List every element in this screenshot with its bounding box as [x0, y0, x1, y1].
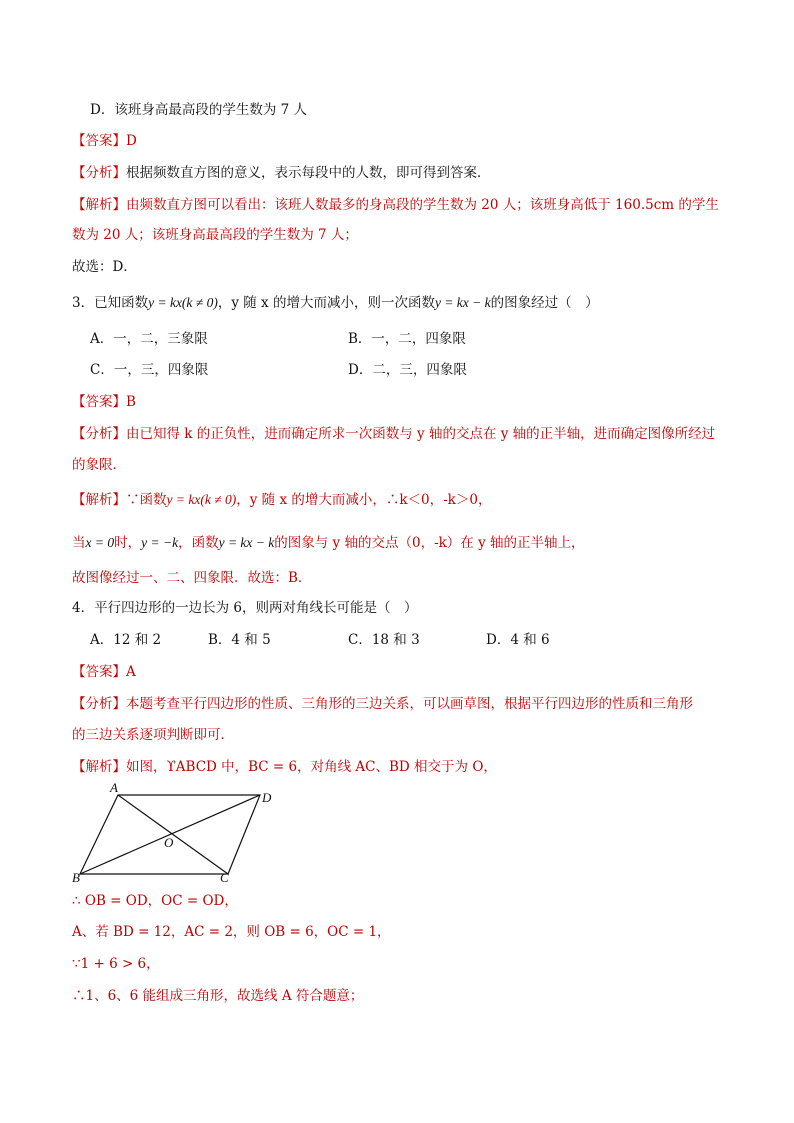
vertex-label-a: A	[110, 780, 118, 795]
solution-text-2: ，y 随 x 的增大而减小，∴k＜0，-k＞0，	[236, 492, 492, 508]
q2-conclusion: 故选：D．	[72, 259, 137, 275]
center-label-o: O	[164, 835, 174, 850]
q3-stem-text: 3．已知函数	[72, 295, 149, 311]
analysis-tag: 【分析】	[72, 426, 126, 442]
sol2-formula-1: x = 0	[85, 535, 115, 550]
q3-option-c: C．一，三，四象限	[90, 362, 209, 378]
solution-tag: 【解析】	[72, 759, 126, 775]
q3-option-d: D．二，三，四象限	[348, 362, 467, 378]
q4-step4: ∴1、6、6 能组成三角形，故选线 A 符合题意；	[72, 988, 364, 1004]
q2-solution-line1	[72, 195, 719, 215]
q3-conclusion: 故图像经过一、二、四象限．故选：B．	[72, 570, 312, 586]
analysis-text: 根据频数直方图的意义，表示每段中的人数，即可得到答案．	[126, 165, 491, 181]
q3-stem-text-2: ，y 随 x 的增大而减小，则一次函数	[217, 295, 435, 311]
q3-analysis-line1	[72, 424, 715, 444]
solution-formula: y = kx(k ≠ 0)	[166, 492, 237, 507]
q3-formula-2: y = kx − k	[434, 295, 491, 310]
solution-tag: 【解析】	[72, 197, 126, 213]
q3-solution-line2	[72, 533, 585, 553]
q4-step3: ∵1 + 6 > 6，	[72, 956, 160, 972]
q2-solution-line2: 数为 20 人；该班身高最高段的学生数为 7 人；	[72, 227, 358, 243]
sol2-text-4: 的图象与 y 轴的交点（0，-k）在 y 轴的正半轴上，	[274, 535, 585, 551]
q3-stem	[72, 293, 599, 313]
sol2-text-3: ，函数	[178, 535, 219, 551]
solution-text: ∵函数	[126, 492, 167, 508]
q4-analysis-line2: 的三边关系逐项判断即可．	[72, 727, 234, 743]
q4-option-c: C．18 和 3	[348, 632, 420, 648]
answer-tag: 【答案】	[72, 133, 126, 149]
q4-solution	[72, 757, 497, 777]
answer-tag: 【答案】	[72, 394, 126, 410]
vertex-label-b: B	[72, 870, 80, 885]
answer-value: B	[126, 394, 136, 410]
q3-stem-text-3: 的图象经过（ ）	[490, 295, 599, 311]
sol2-text: 当	[72, 535, 86, 551]
vertex-label-d: D	[262, 790, 272, 805]
q3-solution-line1	[72, 490, 491, 510]
q3-answer	[72, 392, 136, 412]
analysis-tag: 【分析】	[72, 165, 126, 181]
q2-answer	[72, 131, 137, 151]
sol2-formula-3: y = kx − k	[218, 535, 275, 550]
q4-step2: A、若 BD = 12，AC = 2，则 OB = 6，OC = 1，	[72, 924, 391, 940]
parallelogram-figure	[68, 780, 288, 890]
analysis-text: 由已知得 k 的正负性，进而确定所求一次函数与 y 轴的交点在 y 轴的正半轴，进而确定图像所经过	[126, 426, 716, 442]
q4-stem: 4．平行四边形的一边长为 6，则两对角线长可能是（ ）	[72, 600, 418, 616]
q2-option-d: D．该班身高最高段的学生数为 7 人	[90, 102, 307, 118]
sol2-text-2: 时，	[114, 535, 142, 551]
analysis-tag: 【分析】	[72, 696, 126, 712]
q3-option-a: A．一，二，三象限	[90, 331, 208, 347]
answer-value: D	[126, 133, 137, 149]
q4-step1: ∴ OB = OD，OC = OD，	[72, 893, 238, 909]
answer-tag: 【答案】	[72, 664, 126, 680]
q4-answer	[72, 662, 136, 682]
solution-text: 由频数直方图可以看出：该班人数最多的身高段的学生数为 20 人；该班身高低于 160.5cm 的学生	[126, 197, 719, 213]
q3-analysis-line2: 的象限．	[72, 457, 126, 473]
q3-formula-1: y = kx(k ≠ 0)	[148, 295, 218, 310]
sol2-formula-2: y = −k	[141, 535, 179, 550]
q4-option-d: D．4 和 6	[486, 632, 550, 648]
q4-analysis-line1	[72, 694, 693, 714]
q4-option-b: B．4 和 5	[208, 632, 271, 648]
solution-tag: 【解析】	[72, 492, 126, 508]
analysis-text: 本题考查平行四边形的性质、三角形的三边关系，可以画草图，根据平行四边形的性质和三角形	[126, 696, 693, 712]
solution-text: 如图，ϒABCD 中，BC = 6，对角线 AC、BD 相交于为 O，	[126, 759, 497, 775]
answer-value: A	[126, 664, 136, 680]
q2-analysis	[72, 163, 491, 183]
vertex-label-c: C	[220, 870, 229, 885]
q4-option-a: A．12 和 2	[90, 632, 162, 648]
q3-option-b: B．一，二，四象限	[348, 331, 466, 347]
